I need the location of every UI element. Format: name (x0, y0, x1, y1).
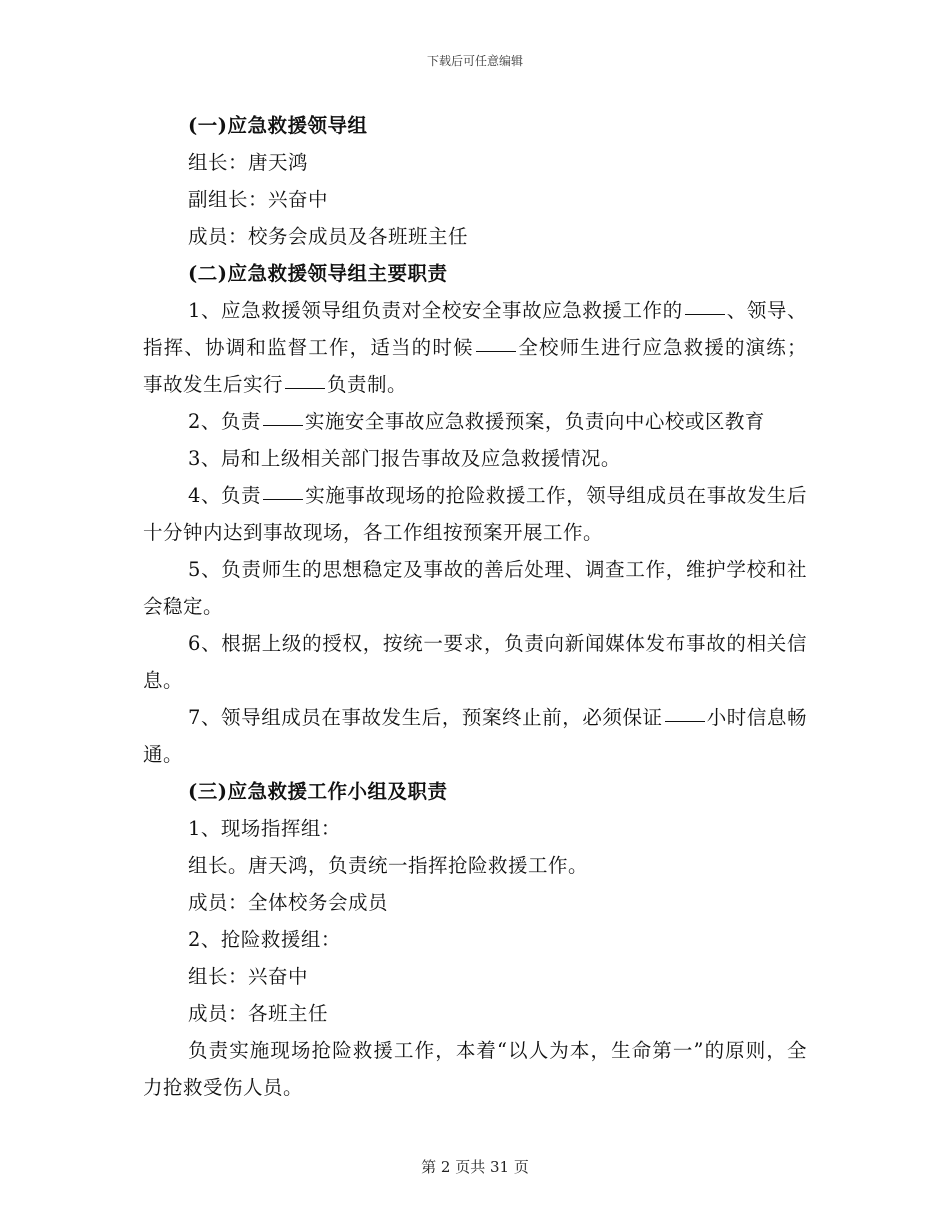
paragraph: 组长。唐天鸿，负责统一指挥抢险救援工作。 (188, 854, 589, 877)
paragraph: 组长：唐天鸿 (188, 151, 309, 174)
paragraph-duty-1 (143, 292, 807, 403)
text-segment: 7、领导组成员在事故发生后，预案终止前，必须保证 (188, 706, 663, 729)
text-segment: 实施安全事故应急救援预案，负责向中心校或区教育 (304, 410, 765, 433)
fill-in-blank (476, 350, 516, 352)
paragraph: 2、抢险救援组： (188, 928, 341, 951)
fill-in-blank (263, 498, 303, 500)
text-segment: 全校师生进行应急救援的演练；事故发生后实行 (143, 336, 807, 396)
fill-in-blank (665, 720, 705, 722)
fill-in-blank (285, 387, 325, 389)
paragraph: 负责实施现场抢险救援工作，本着“以人为本，生命第一”的原则，全力抢救受伤人员。 (143, 1039, 807, 1099)
text-segment: 、领导、指挥、协调和监督工作，适当的时候 (143, 299, 807, 359)
text-segment: 实施事故现场的抢险救援工作，领导组成员在事故发生后十分钟内达到事故现场，各工作组按预案开展工作。 (143, 484, 807, 544)
paragraph-duty-7 (143, 699, 807, 773)
paragraph-duty-2 (143, 403, 807, 440)
paragraph: 成员：各班主任 (188, 1002, 329, 1025)
page-header: 下载后可任意编辑 (426, 54, 523, 68)
paragraph-duty-6: 6、根据上级的授权，按统一要求，负责向新闻媒体发布事故的相关信息。 (143, 632, 807, 692)
text-segment: 1、应急救援领导组负责对全校安全事故应急救援工作的 (188, 299, 683, 322)
paragraph: 组长：兴奋中 (188, 965, 309, 988)
paragraph: 副组长：兴奋中 (188, 188, 329, 211)
document-body (143, 107, 807, 1106)
paragraph: 成员：全体校务会成员 (188, 891, 389, 914)
section-heading-3: (三)应急救援工作小组及职责 (188, 780, 448, 803)
page-footer: 第 2 页共 31 页 (421, 1158, 529, 1176)
fill-in-blank (263, 424, 303, 426)
paragraph-duty-4 (143, 477, 807, 551)
fill-in-blank (685, 313, 725, 315)
text-segment: 负责制。 (327, 373, 408, 396)
paragraph: 成员：校务会成员及各班班主任 (188, 225, 469, 248)
section-heading-2: (二)应急救援领导组主要职责 (188, 262, 448, 285)
text-segment: 2、负责 (188, 410, 261, 433)
paragraph: 1、现场指挥组： (188, 817, 341, 840)
text-segment: 小时信息畅通。 (143, 706, 807, 766)
section-heading-1: (一)应急救援领导组 (188, 114, 368, 137)
paragraph-duty-5: 5、负责师生的思想稳定及事故的善后处理、调查工作，维护学校和社会稳定。 (143, 558, 807, 618)
paragraph-duty-3: 3、局和上级相关部门报告事故及应急救援情况。 (188, 447, 621, 470)
text-segment: 4、负责 (188, 484, 262, 507)
